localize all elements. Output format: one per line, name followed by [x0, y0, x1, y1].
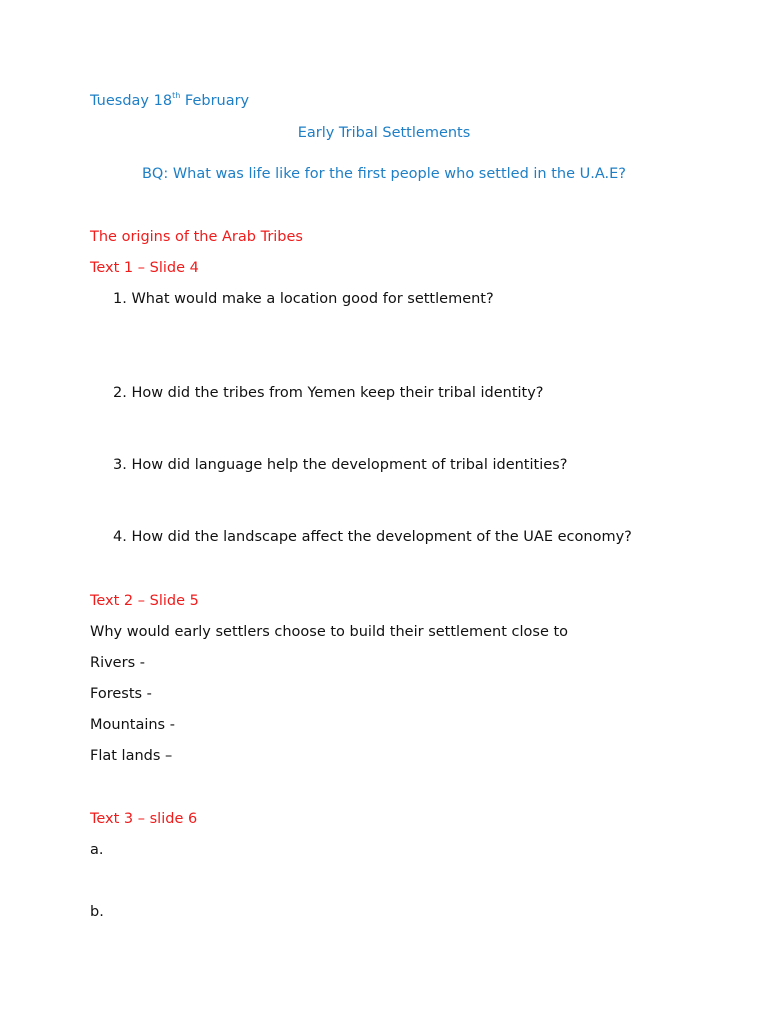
section2-prompt: Why would early settlers choose to build their settlement close to [90, 624, 569, 640]
section1-subheading: Text 1 – Slide 4 [90, 260, 199, 276]
date-ordinal: th [172, 91, 181, 101]
date-day: Tuesday 18 [90, 93, 173, 109]
big-question: BQ: What was life like for the first people who settled in the U.A.E? [141, 166, 626, 182]
question-4: 4. How did the landscape affect the development of the UAE economy? [113, 529, 632, 545]
question-3: 3. How did language help the development of tribal identities? [113, 457, 568, 473]
date-line [90, 92, 249, 110]
question-1: 1. What would make a location good for settlement? [113, 291, 494, 307]
question-2: 2. How did the tribes from Yemen keep their tribal identity? [113, 385, 544, 401]
list-item-flat-lands: Flat lands – [90, 748, 173, 764]
list-item-a: a. [90, 842, 104, 858]
list-item-b: b. [90, 904, 104, 920]
list-item-forests: Forests - [90, 686, 152, 702]
section1-heading: The origins of the Arab Tribes [90, 229, 303, 245]
section2-heading: Text 2 – Slide 5 [90, 593, 199, 609]
section3-heading: Text 3 – slide 6 [90, 811, 198, 827]
list-item-rivers: Rivers - [90, 655, 145, 671]
date-month: February [184, 93, 250, 109]
page-title: Early Tribal Settlements [297, 125, 471, 141]
list-item-mountains: Mountains - [90, 717, 175, 733]
